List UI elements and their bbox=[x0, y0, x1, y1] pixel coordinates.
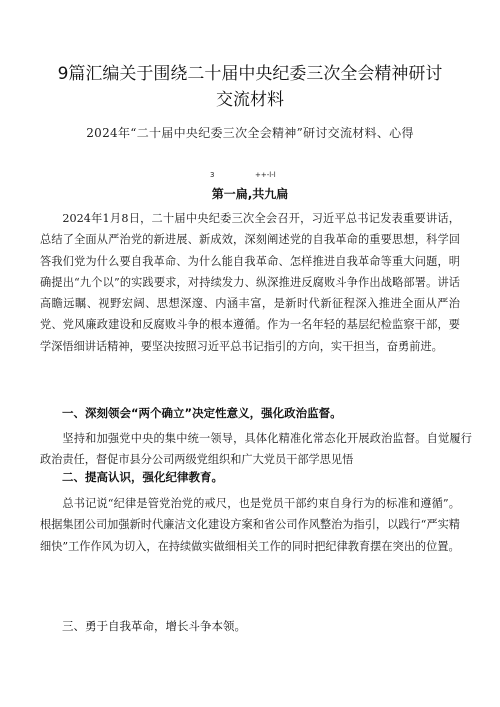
paragraph-1: 2024年1月8日，二十届中央纪委三次全会召开，习近平总书记发表重要讲话，总结了全面从严治党的新进展、新成效，深刻阐述党的自我革命的重要思想，科学回答我们党为什么要自我革命、为什么能自我革命、怎样推进自我革命等重大问题，明确提出“九个以”的实践要求，对持续发力、纵深推进反腐败斗争作出战略部署。讲话高瞻远瞩、视野宏阔、思想深邃、内涵丰富，是新时代新征程深入推进全面从严治党、党风廉政建设和反腐败斗争的根本遵循。作为一名年轻的基层纪检监察干部，要学深悟细讲话精神，要坚决按照习近平总书记指引的方向，实干担当，奋勇前进。 bbox=[40, 212, 460, 353]
page-mark-left: 3 bbox=[210, 171, 215, 179]
document-title-line-1: 9篇汇编关于围绕二十届中央纪委三次全会精神研讨 bbox=[57, 64, 443, 84]
heading-1: 一、深刻领会“两个确立”决定性意义，强化政治监督。 bbox=[62, 406, 342, 420]
document-title-line-2: 交流材料 bbox=[216, 90, 284, 110]
document-subtitle: 2024年“二十届中央纪委三次全会精神”研讨交流材料、心得 bbox=[86, 126, 414, 140]
paragraph-2: 坚持和加强党中央的集中统一领导，具体化精准化常态化开展政治监督。自觉履行政治责任，督促市县分公司两级党组织和广大党员干部学思见悟 bbox=[40, 432, 472, 467]
page-mark-right: ++-l-l bbox=[255, 171, 276, 179]
paragraph-3: 总书记说“纪律是管党治党的戒尺，也是党员干部约束自身行为的标准和遵循”。根据集团公司加强新时代廉洁文化建设方案和省公司作风整治为指引，以践行“严实精细快”工作作风为切入，在持续做实做细相关工作的同时把纪律教育摆在突出的位置。 bbox=[40, 497, 460, 553]
heading-2: 二、提高认识，强化纪律教育。 bbox=[62, 470, 223, 484]
heading-3: 三、勇于自我革命，增长斗争本领。 bbox=[62, 619, 246, 633]
section-title: 第一扁,共九扁 bbox=[211, 187, 289, 201]
